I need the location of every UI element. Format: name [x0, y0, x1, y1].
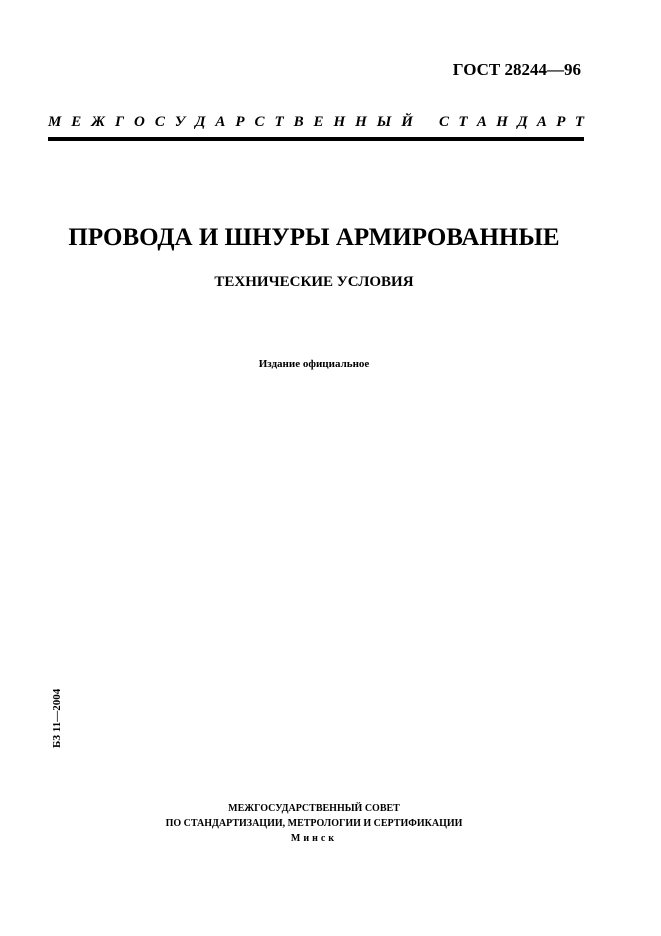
- publisher-line-2: ПО СТАНДАРТИЗАЦИИ, МЕТРОЛОГИИ И СЕРТИФИКАЦИИ: [165, 818, 463, 829]
- standard-type-word-interstate: М Е Ж Г О С У Д А Р С Т В Е Н Н Ы Й: [48, 114, 413, 130]
- header-rule: [48, 137, 584, 141]
- standard-type-heading: [48, 113, 584, 131]
- document-number: ГОСТ 28244—96: [452, 60, 581, 79]
- edition-label: Издание официальное: [258, 358, 370, 370]
- publisher-city: Минск: [290, 833, 338, 844]
- standard-type-word-standard: С Т А Н Д А Р Т: [439, 114, 584, 130]
- publisher-block: [0, 801, 628, 846]
- document-title: ПРОВОДА И ШНУРЫ АРМИРОВАННЫЕ: [68, 224, 560, 251]
- publisher-line-1: МЕЖГОСУДАРСТВЕННЫЙ СОВЕТ: [228, 803, 400, 814]
- side-catalog-note: БЗ 11—2004: [51, 688, 63, 748]
- document-subtitle: ТЕХНИЧЕСКИЕ УСЛОВИЯ: [214, 274, 414, 290]
